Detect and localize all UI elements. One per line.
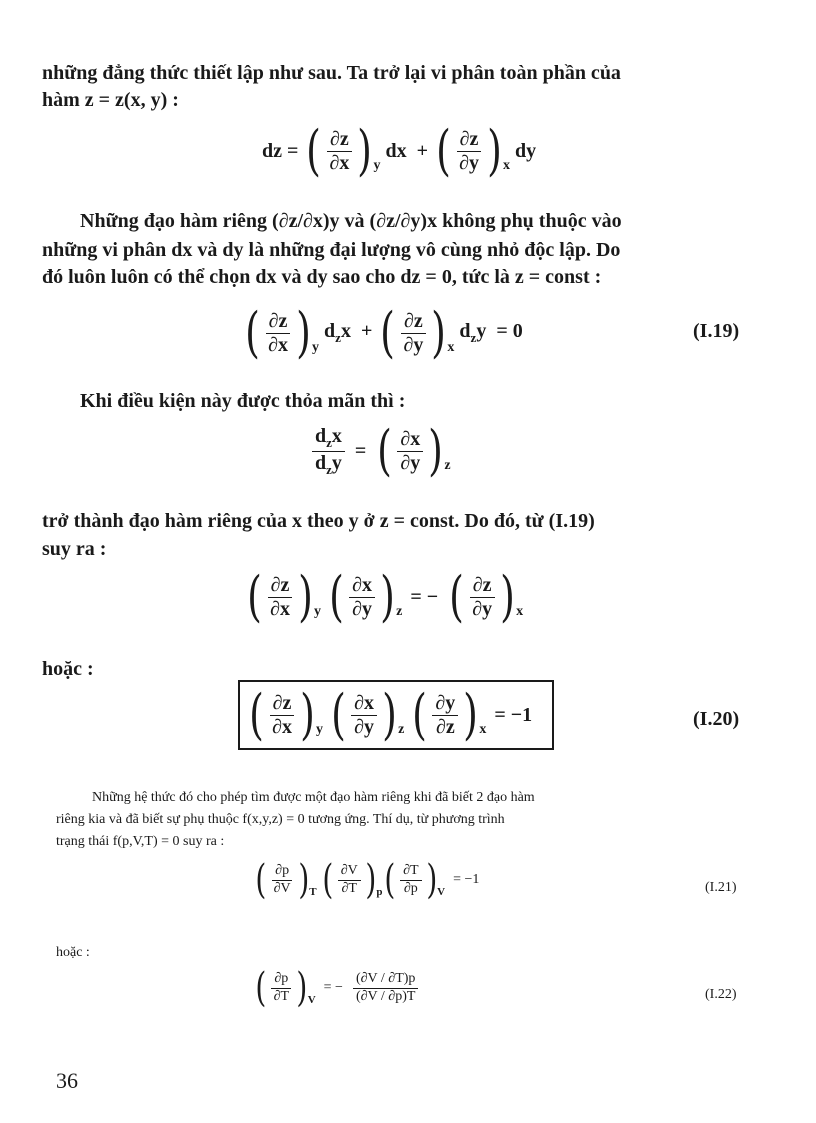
equation-label: (I.22) [705,987,737,1002]
equation-I19: ( $\frac{\partial z}{\partial x}$ ) y $d_zx$ + ( $\frac{\partial z}{\partial y}$ ) x $d_zy = 0$ [245,301,523,364]
paragraph-line: Những hệ thức đó cho phép tìm được một đạo hàm riêng khi đã biết 2 đạo hàm [92,790,535,805]
equation-label: (I.21) [705,880,737,895]
equation-label: (I.19) [693,320,740,342]
paragraph-line: suy ra : [42,538,107,560]
equation-product: ( $\frac{\partial z}{\partial x}$ ) y ( $\frac{\partial x}{\partial y}$ ) z = − ( $\frac{\partial z}{\partial y}$ ) x [247,565,524,628]
fraction-denominator: (∂V / ∂p)T [355,988,416,1004]
equation-total-differential: dz = ( $\frac{\partial z}{\partial x}$ ) y dx + ( $\frac{\partial z}{\partial y}$ ) x dy [262,119,537,182]
equation-label: (I.20) [693,708,740,730]
paragraph-line: riêng kia và đã biết sự phụ thuộc f(x,y,z) = 0 tương ứng. Thí dụ, từ phương trình [56,812,505,827]
paragraph-line: những đẳng thức thiết lập như sau. Ta trở lại vi phân toàn phần của [42,62,621,84]
paragraph-line: hoặc : [42,658,94,680]
paragraph-line: Những đạo hàm riêng (∂z/∂x)y và (∂z/∂y)x không phụ thuộc vào [80,210,622,232]
equation-I20-box: ( $\frac{\partial z}{\partial x}$ ) y ( $\frac{\partial x}{\partial y}$ ) z ( $\frac{\partial y}{\partial z}$ ) x = −1 [238,680,554,750]
paragraph-line: trạng thái f(p,V,T) = 0 suy ra : [56,834,225,849]
equation-ratio: $\frac{d_zx}{d_zy}$ = ( $\frac{\partial x}{\partial y}$ ) z [310,424,451,478]
paragraph-line: hoặc : [56,945,90,960]
page-number: 36 [56,1068,78,1093]
fraction-numerator: (∂V / ∂T)p [353,971,418,988]
paragraph-line: trở thành đạo hàm riêng của x theo y ở z = const. Do đó, từ (I.19) [42,510,595,532]
equation-I22: ( $\frac{\partial p}{\partial T}$ ) V = − $\frac{(\partial V / \partial T)p}{(\partial V / \partial p)T}$ [253,968,420,1008]
equation-I21: ( $\frac{\partial p}{\partial V}$ ) T ( $\frac{\partial V}{\partial T}$ ) p ( $\frac{\partial T}{\partial p}$ ) V = −1 [255,857,480,903]
paragraph-line: những vi phân dx và dy là những đại lượng vô cùng nhỏ độc lập. Do [42,239,621,261]
paragraph-line: Khi điều kiện này được thỏa mãn thì : [80,390,406,412]
paragraph-line: hàm z = z(x, y) : [42,89,179,111]
paragraph-line: đó luôn luôn có thể chọn dx và dy sao cho dz = 0, tức là z = const : [42,266,602,288]
